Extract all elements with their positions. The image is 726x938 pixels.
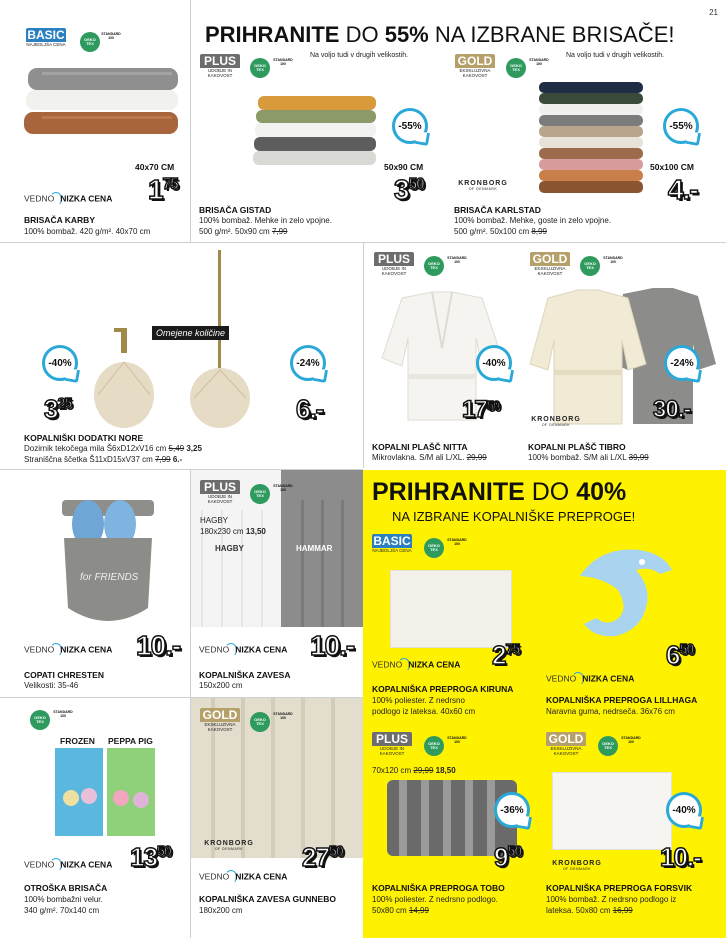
variant-label: HAMMAR xyxy=(296,544,333,553)
gold-tag: GOLD EKSKLUZIVNA KAKOVOST xyxy=(200,708,240,732)
product-name: KOPALNI PLAŠČ TIBRO xyxy=(528,442,626,452)
vedno-nizka-cena-logo: VEDNO NIZKA CENA xyxy=(24,643,112,657)
standard-label: STANDARD 100 xyxy=(273,712,293,720)
product-name: BRISAČA GISTAD xyxy=(199,205,272,215)
product-desc: Naravna guma, nedrseča. 36x76 cm xyxy=(546,707,675,716)
price: $13^{50}$ xyxy=(130,842,171,872)
discount-badge: -24% xyxy=(290,345,326,381)
sizes-note: Na voljo tudi v drugih velikostih. xyxy=(566,52,665,59)
product-desc: 100% bombaž. 420 g/m². 40x70 cm xyxy=(24,227,151,236)
basic-tag: BASIC NAJBOLJŠA CENA xyxy=(372,534,412,553)
product-name: KOPALNIŠKA PREPROGA TOBO xyxy=(372,883,505,893)
gold-tag: GOLD EKSKLUZIVNA KAKOVOST xyxy=(546,732,586,756)
price: $3^{50}$ xyxy=(394,174,424,205)
product-name: KOPALNIŠKA PREPROGA FORSVIK xyxy=(546,883,693,893)
bath-mat-image xyxy=(390,570,512,648)
price: 4.- xyxy=(668,174,698,205)
standard-label: STANDARD 100 xyxy=(447,538,467,546)
product-desc: Velikosti: 35-46 xyxy=(24,681,79,690)
price: $9^{50}$ xyxy=(494,842,522,872)
price: $6^{50}$ xyxy=(666,640,694,670)
price: $3^{25}$ xyxy=(44,394,72,424)
kronborg-logo: KRONBORG OF DENMARK xyxy=(204,840,254,851)
discount-badge: -40% xyxy=(476,345,512,381)
product-desc: 500 g/m². 50x100 cm 8,99 xyxy=(454,227,547,236)
oeko-tex-icon: OEKO TEX xyxy=(250,58,270,78)
divider xyxy=(363,242,364,468)
standard-label: STANDARD 100 xyxy=(621,736,641,744)
limited-quantity-label: Omejene količine xyxy=(152,326,229,340)
product-desc: 340 g/m². 70x140 cm xyxy=(24,906,100,915)
vedno-nizka-cena-logo: VEDNO NIZKA CENA xyxy=(24,858,112,872)
variant-info: 180x230 cm 13,50 xyxy=(200,527,266,536)
product-name: KOPALNIŠKA ZAVESA GUNNEBO xyxy=(199,894,336,904)
plus-tag: PLUS UDOBJE IN KAKOVOST xyxy=(374,252,414,276)
product-name: KOPALNI PLAŠČ NITTA xyxy=(372,442,468,452)
standard-label: STANDARD 100 xyxy=(273,484,293,492)
standard-label: STANDARD 100 xyxy=(603,256,623,264)
oeko-tex-icon: OEKO TEX xyxy=(506,58,526,78)
vedno-nizka-cena-logo: VEDNO NIZKA CENA xyxy=(199,643,287,657)
divider xyxy=(0,697,190,698)
oeko-tex-icon: OEKO TEX xyxy=(424,256,444,276)
size-label: 50x90 CM xyxy=(384,162,424,172)
product-name: COPATI CHRESTEN xyxy=(24,670,104,680)
vedno-nizka-cena-logo: VEDNO NIZKA CENA xyxy=(372,658,460,672)
price: $17^{50}$ xyxy=(462,396,500,423)
price: 10.- xyxy=(310,630,355,661)
discount-badge: -36% xyxy=(494,792,530,828)
oeko-tex-icon: OEKO TEX xyxy=(250,712,270,732)
product-desc: 100% bombaž. S/M ali L/XL 39,99 xyxy=(528,453,649,462)
standard-label: STANDARD 100 xyxy=(447,736,467,744)
kronborg-logo: KRONBORG OF DENMARK xyxy=(552,860,602,871)
standard-label: STANDARD 100 xyxy=(447,256,467,264)
discount-badge: -55% xyxy=(663,108,699,144)
vedno-nizka-cena-logo: VEDNO NIZKA CENA xyxy=(24,192,112,206)
product-name: BRISAČA KARBY xyxy=(24,215,95,225)
standard-label: STANDARD 100 xyxy=(529,58,549,66)
plus-tag: PLUS UDOBJE IN KAKOVOST xyxy=(372,732,412,756)
oeko-tex-icon: OEKO TEX xyxy=(424,736,444,756)
oeko-tex-icon: OEKO TEX xyxy=(80,32,100,52)
headline-mats: PRIHRANITE DO 40% xyxy=(372,478,627,506)
price: $1^{75}$ xyxy=(148,174,178,205)
product-name: KOPALNIŠKI DODATKI NORE xyxy=(24,433,144,443)
headline-mats-sub: NA IZBRANE KOPALNIŠKE PREPROGE! xyxy=(392,509,636,524)
variant-label: HAGBY xyxy=(215,544,244,553)
product-desc: lateksa. 50x80 cm 16,99 xyxy=(546,906,633,915)
towel-stack-image xyxy=(250,92,380,172)
variant-info: 70x120 cm 29,99 18,50 xyxy=(372,766,456,775)
oeko-tex-icon: OEKO TEX xyxy=(580,256,600,276)
sizes-note: Na voljo tudi v drugih velikostih. xyxy=(310,52,409,59)
vedno-nizka-cena-logo: VEDNO NIZKA CENA xyxy=(546,672,634,686)
page-number: 21 xyxy=(709,8,718,17)
slippers-bag-image xyxy=(58,488,158,628)
product-desc: 100% poliester. Z nedrsno xyxy=(372,696,465,705)
headline-towels: PRIHRANITE DO 55% NA IZBRANE BRISAČE! xyxy=(205,22,675,47)
standard-label: STANDARD 100 xyxy=(101,32,121,40)
product-desc: 100% bombaž. Mehke, goste in zelo vpojne. xyxy=(454,216,611,225)
kids-towel-image xyxy=(55,748,155,836)
product-name: KOPALNIŠKA ZAVESA xyxy=(199,670,291,680)
bath-mat-image xyxy=(552,772,672,850)
basic-tag: BASIC NAJBOLJŠA CENA xyxy=(26,28,66,47)
product-name: KOPALNIŠKA PREPROGA KIRUNA xyxy=(372,684,514,694)
product-desc: 50x80 cm 14,99 xyxy=(372,906,429,915)
standard-label: STANDARD 100 xyxy=(273,58,293,66)
discount-badge: -40% xyxy=(42,345,78,381)
towel-stack-image xyxy=(535,80,645,200)
oeko-tex-icon: OEKO TEX xyxy=(598,736,618,756)
price: 10.- xyxy=(136,630,181,661)
plus-tag: PLUS UDOBJE IN KAKOVOST xyxy=(200,54,240,78)
product-name: BRISAČA KARLSTAD xyxy=(454,205,541,215)
variant-label: PEPPA PIG xyxy=(108,736,153,746)
oeko-tex-icon: OEKO TEX xyxy=(250,484,270,504)
variant-info: HAGBY xyxy=(200,516,229,525)
size-label: 50x100 CM xyxy=(650,162,694,172)
gold-tag: GOLD EKSKLUZIVNA KAKOVOST xyxy=(530,252,570,276)
towel-stack-image xyxy=(22,60,182,150)
discount-badge: -55% xyxy=(392,108,428,144)
oeko-tex-icon: OEKO TEX xyxy=(30,710,50,730)
vedno-nizka-cena-logo: VEDNO NIZKA CENA xyxy=(199,870,287,884)
product-name: OTROŠKA BRISAČA xyxy=(24,883,108,893)
product-desc: 100% bombaž. Mehke in zelo vpojne. xyxy=(199,216,332,225)
price: 30.- xyxy=(653,396,691,423)
price: 10.- xyxy=(660,842,701,872)
plus-tag: PLUS UDOBJE IN KAKOVOST xyxy=(200,480,240,504)
gold-tag: GOLD EKSKLUZIVNA KAKOVOST xyxy=(455,54,495,78)
standard-label: STANDARD 100 xyxy=(53,710,73,718)
product-desc: Mikrovlakna. S/M ali L/XL. 29,99 xyxy=(372,453,487,462)
variant-label: FROZEN xyxy=(60,736,95,746)
price: $27^{50}$ xyxy=(302,842,343,872)
print-text: for FRIENDS xyxy=(80,572,139,583)
size-label: 40x70 CM xyxy=(135,162,175,172)
product-desc: 150x200 cm xyxy=(199,681,243,690)
product-desc: Dozirnik tekočega mila Š6xD12xV16 cm 5,49 3,25 xyxy=(24,444,202,453)
product-desc: Straniščna ščetka Š11xD15xV37 cm 7,99 6.- xyxy=(24,455,183,464)
product-desc: 100% poliester. Z nedrsno podlogo. xyxy=(372,895,498,904)
price: $2^{75}$ xyxy=(492,640,520,670)
product-desc: 100% bombaž. Z nedrsno podlogo iz xyxy=(546,895,677,904)
discount-badge: -40% xyxy=(666,792,702,828)
product-desc: 100% bombažni velur. xyxy=(24,895,103,904)
bathroom-accessories-image xyxy=(90,250,270,430)
product-desc: 500 g/m². 50x90 cm 7,99 xyxy=(199,227,288,236)
price: 6.- xyxy=(296,394,324,424)
product-desc: 180x200 cm xyxy=(199,906,243,915)
oeko-tex-icon: OEKO TEX xyxy=(424,538,444,558)
discount-badge: -24% xyxy=(664,345,700,381)
kronborg-logo: KRONBORG OF DENMARK xyxy=(458,180,508,191)
product-name: KOPALNIŠKA PREPROGA LILLHAGA xyxy=(546,695,698,705)
divider xyxy=(190,0,191,242)
dolphin-mat-image xyxy=(560,540,680,640)
product-desc: podlogo iz lateksa. 40x60 cm xyxy=(372,707,476,716)
kronborg-logo: KRONBORG OF DENMARK xyxy=(531,416,581,427)
